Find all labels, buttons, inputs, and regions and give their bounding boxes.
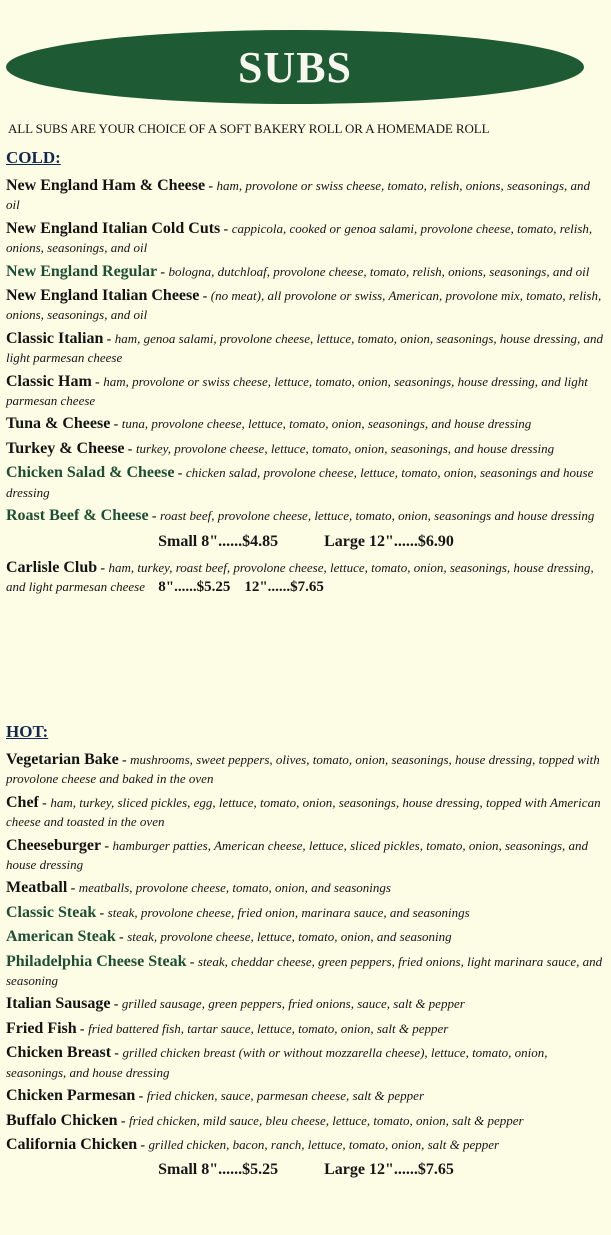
- section-title-cold: COLD:: [6, 148, 61, 167]
- item-name: Roast Beef & Cheese: [6, 507, 149, 525]
- item-description: hamburger patties, American cheese, lettuce, sliced pickles, tomato, onion, seasonings, and house dressing: [6, 837, 589, 873]
- item-description: roast beef, provolone cheese, lettuce, tomato, onion, seasonings and house dressing: [160, 508, 595, 524]
- menu-item: Classic Steak - steak, provolone cheese, fried onion, marinara sauce, and seasonings: [6, 903, 470, 921]
- item-name: Fried Fish: [6, 1019, 77, 1037]
- menu-item: Classic Italian - ham, genoa salami, provolone cheese, lettuce, tomato, onion, seasonings, house dressing, and light parmesan cheese: [6, 329, 604, 366]
- item-name: Italian Sausage: [6, 995, 111, 1013]
- item-description: fried chicken, mild sauce, bleu cheese, lettuce, tomato, onion, salt & pepper: [129, 1112, 524, 1128]
- item-description: (no meat), all provolone or swiss, American, provolone mix, tomato, relish, onions, seasonings, and oil: [6, 288, 602, 323]
- hot-items: [6, 751, 606, 1179]
- item-name: Chicken Salad & Cheese: [6, 464, 175, 482]
- price-small: Small 8"......$5.25: [158, 1161, 279, 1179]
- menu-item: Buffalo Chicken - fried chicken, mild sauce, bleu cheese, lettuce, tomato, onion, salt & pepper: [6, 1111, 524, 1129]
- item-name: Classic Ham: [6, 372, 92, 390]
- menu-item: Chicken Salad & Cheese - chicken salad, provolone cheese, lettuce, tomato, onion, seasonings and house dressing: [6, 464, 594, 500]
- item-name: New England Ham & Cheese: [6, 177, 206, 194]
- item-name: Turkey & Cheese: [6, 439, 125, 457]
- item-description: chicken salad, provolone cheese, lettuce, tomato, onion, seasonings and house dressing: [6, 465, 594, 500]
- item-name: Meatball: [6, 879, 68, 897]
- item-name: New England Regular: [6, 262, 158, 280]
- item-name: Vegetarian Bake: [6, 751, 119, 768]
- club-prices: [158, 579, 324, 595]
- item-description: ham, turkey, sliced pickles, egg, lettuce, tomato, onion, seasonings, house dressing, topped with American cheese and toasted in the oven: [6, 794, 601, 830]
- menu-item: Philadelphia Cheese Steak - steak, cheddar cheese, green peppers, fried onions, light marinara sauce, and seasoning: [6, 952, 603, 989]
- item-description: steak, provolone cheese, fried onion, marinara sauce, and seasonings: [107, 904, 470, 920]
- title-banner: [6, 30, 584, 104]
- menu-item: New England Ham & Cheese - ham, provolone or swiss cheese, tomato, relish, onions, seasonings, and oil: [6, 177, 591, 213]
- menu-item: New England Italian Cheese - (no meat), all provolone or swiss, American, provolone mix, tomato, relish, onions, seasonings, and oil: [6, 287, 602, 323]
- hot-price-row: [6, 1161, 606, 1179]
- item-description: grilled sausage, green peppers, fried onions, sauce, salt & pepper: [121, 996, 465, 1012]
- item-description: steak, cheddar cheese, green peppers, fried onions, light marinara sauce, and seasoning: [6, 953, 603, 989]
- item-description: mushrooms, sweet peppers, olives, tomato, onion, seasonings, house dressing, topped with provolone cheese and baked in the oven: [6, 752, 600, 787]
- item-description: cappicola, cooked or genoa salami, provolone cheese, tomato, relish, onions, seasonings, and oil: [6, 220, 593, 256]
- item-description: ham, provolone or swiss cheese, lettuce, tomato, onion, seasonings, house dressing, and light parmesan cheese: [6, 373, 588, 409]
- item-name: Chef: [6, 793, 39, 811]
- item-name: Philadelphia Cheese Steak: [6, 952, 187, 970]
- menu-item: California Chicken - grilled chicken, bacon, ranch, lettuce, tomato, onion, salt & pepper: [6, 1135, 500, 1153]
- item-name: Chicken Parmesan: [6, 1087, 136, 1105]
- menu-item: Meatball - meatballs, provolone cheese, tomato, onion, and seasonings: [6, 879, 391, 897]
- item-description: tuna, provolone cheese, lettuce, tomato, onion, seasonings, and house dressing: [121, 416, 532, 432]
- menu-item: Chef - ham, turkey, sliced pickles, egg, lettuce, tomato, onion, seasonings, house dressing, topped with American cheese and toasted in the oven: [6, 793, 601, 830]
- menu-item: Cheeseburger - hamburger patties, American cheese, lettuce, sliced pickles, tomato, onion, seasonings, and house dressing: [6, 836, 589, 873]
- item-description: ham, turkey, roast beef, provolone cheese, lettuce, tomato, onion, seasonings, house dressing, and light parmesan cheese: [6, 559, 594, 594]
- item-name: Classic Steak: [6, 903, 97, 921]
- menu-item: Tuna & Cheese - tuna, provolone cheese, lettuce, tomato, onion, seasonings, and house dressing: [6, 415, 532, 433]
- price-small: Small 8"......$4.85: [158, 532, 279, 550]
- menu-item: Vegetarian Bake - mushrooms, sweet peppers, olives, tomato, onion, seasonings, house dressing, topped with provolone cheese and baked in the oven: [6, 751, 600, 787]
- item-name: American Steak: [6, 928, 116, 946]
- item-name: Classic Italian: [6, 329, 104, 347]
- menu-item: Italian Sausage - grilled sausage, green peppers, fried onions, sauce, salt & pepper: [6, 995, 465, 1013]
- item-description: turkey, provolone cheese, lettuce, tomato, onion, seasonings, and house dressing: [135, 440, 555, 456]
- item-description: grilled chicken breast (with or without mozzarella cheese), lettuce, tomato, onion, seasonings, and house dressing: [6, 1045, 548, 1080]
- item-description: fried chicken, sauce, parmesan cheese, salt & pepper: [146, 1088, 425, 1104]
- roll-choice-note: ALL SUBS ARE YOUR CHOICE OF A SOFT BAKERY ROLL OR A HOMEMADE ROLL: [8, 121, 490, 136]
- item-description: meatballs, provolone cheese, tomato, onion, and seasonings: [78, 880, 391, 896]
- menu-item: New England Regular - bologna, dutchloaf, provolone cheese, tomato, relish, onions, seasonings, and oil: [6, 262, 590, 280]
- menu-item: American Steak - steak, provolone cheese, lettuce, tomato, onion, and seasoning: [6, 928, 452, 946]
- menu-item: Turkey & Cheese - turkey, provolone cheese, lettuce, tomato, onion, seasonings, and house dressing: [6, 439, 555, 457]
- menu-item: Roast Beef & Cheese - roast beef, provolone cheese, lettuce, tomato, onion, seasonings and house dressing: [6, 507, 595, 525]
- item-name: New England Italian Cold Cuts: [6, 219, 221, 237]
- club-price-small: 8"......$5.25: [158, 578, 231, 595]
- price-large: Large 12"......$6.90: [324, 532, 454, 550]
- item-description: steak, provolone cheese, lettuce, tomato, onion, and seasoning: [127, 929, 452, 945]
- item-name: Carlisle Club: [6, 558, 98, 576]
- item-description: ham, genoa salami, provolone cheese, lettuce, tomato, onion, seasonings, house dressing, and light parmesan cheese: [6, 330, 604, 366]
- menu-item: New England Italian Cold Cuts - cappicola, cooked or genoa salami, provolone cheese, tomato, relish, onions, seasonings, and oil: [6, 219, 593, 256]
- item-name: Buffalo Chicken: [6, 1111, 118, 1129]
- item-description: bologna, dutchloaf, provolone cheese, tomato, relish, onions, seasonings, and oil: [168, 263, 590, 279]
- menu-item: Chicken Parmesan - fried chicken, sauce, parmesan cheese, salt & pepper: [6, 1087, 425, 1105]
- section-title-hot: HOT:: [6, 722, 49, 741]
- cold-items: [6, 177, 606, 596]
- item-description: grilled chicken, bacon, ranch, lettuce, tomato, onion, salt & pepper: [148, 1136, 500, 1152]
- cold-price-row: [6, 533, 606, 551]
- club-price-large: 12"......$7.65: [244, 578, 324, 595]
- page-title: SUBS: [237, 42, 353, 92]
- item-name: Chicken Breast: [6, 1044, 112, 1062]
- menu-item-club: Carlisle Club - ham, turkey, roast beef, provolone cheese, lettuce, tomato, onion, seasonings, house dressing, and light parmesan cheese 8"......$5.25 12"......$7.65: [6, 558, 594, 595]
- item-name: Cheeseburger: [6, 836, 102, 854]
- menu-item: Classic Ham - ham, provolone or swiss cheese, lettuce, tomato, onion, seasonings, house dressing, and light parmesan cheese: [6, 372, 588, 409]
- item-description: fried battered fish, tartar sauce, lettuce, tomato, onion, salt & pepper: [88, 1020, 449, 1036]
- item-name: California Chicken: [6, 1135, 138, 1153]
- item-name: New England Italian Cheese: [6, 287, 200, 305]
- item-description: ham, provolone or swiss cheese, tomato, relish, onions, seasonings, and oil: [6, 178, 591, 213]
- price-large: Large 12"......$7.65: [324, 1161, 454, 1179]
- menu-item: Chicken Breast - grilled chicken breast (with or without mozzarella cheese), lettuce, tomato, onion, seasonings, and house dressing: [6, 1044, 548, 1080]
- item-name: Tuna & Cheese: [6, 415, 111, 433]
- menu-item: Fried Fish - fried battered fish, tartar sauce, lettuce, tomato, onion, salt & pepper: [6, 1019, 449, 1037]
